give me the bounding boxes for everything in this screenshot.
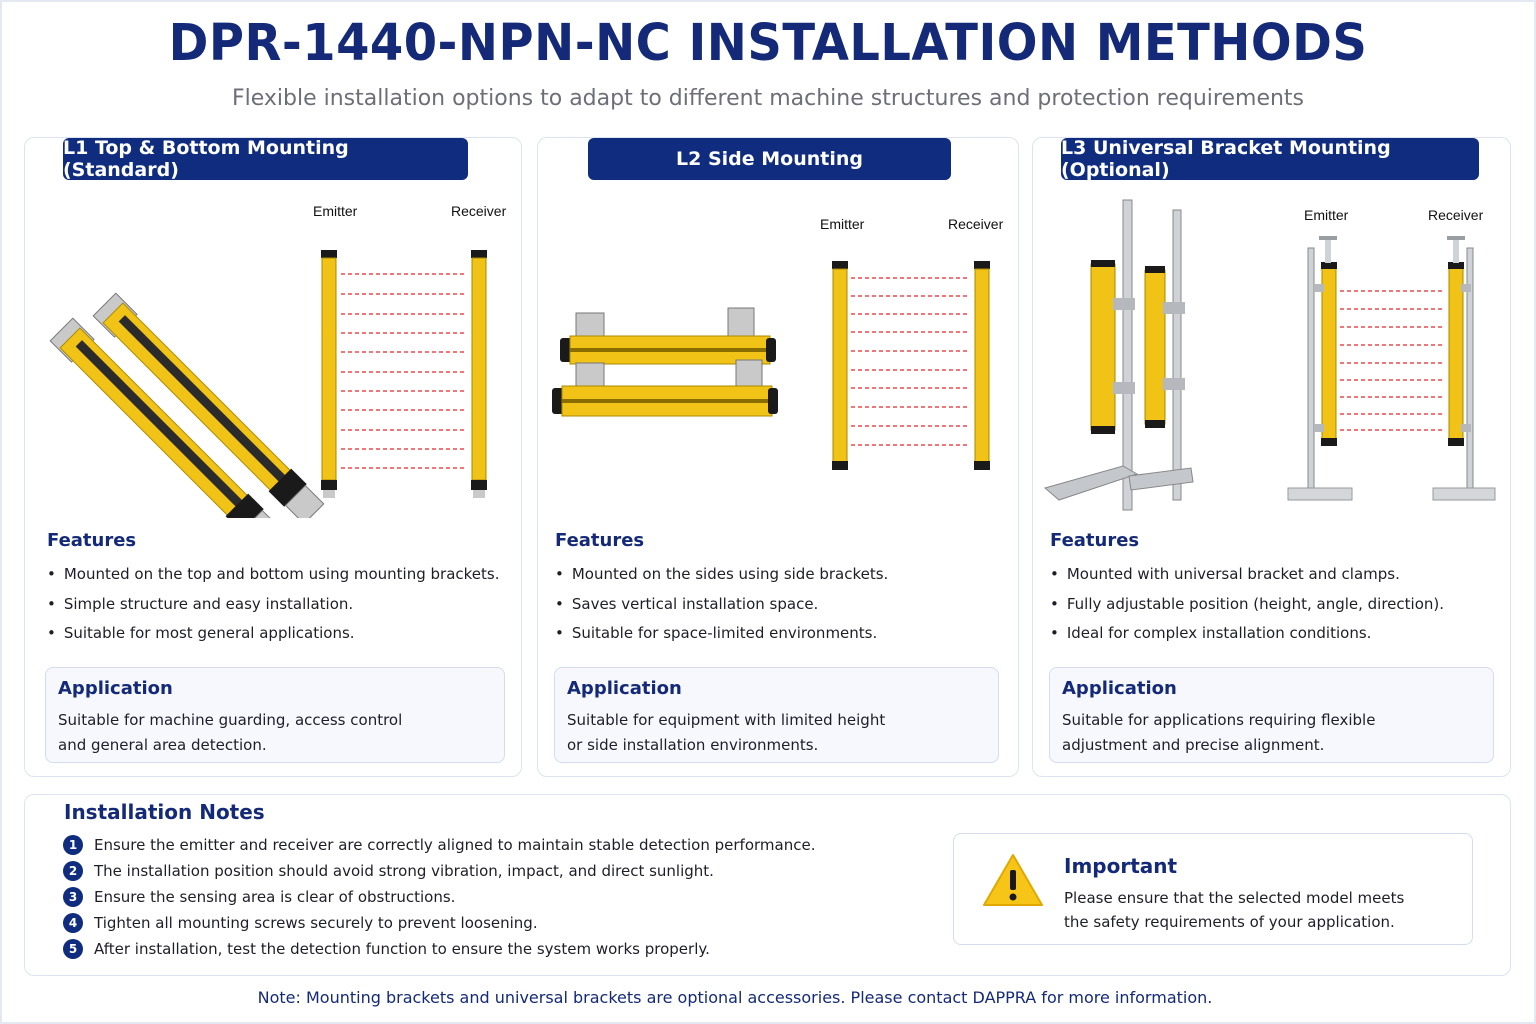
note-text: Ensure the emitter and receiver are correctly aligned to maintain stable detection performance. xyxy=(94,836,816,854)
step-number-badge: 1 xyxy=(63,835,83,855)
application-line: adjustment and precise alignment. xyxy=(1062,736,1325,754)
l3-application-text xyxy=(1062,708,1492,758)
l3-product-image xyxy=(1033,198,1512,518)
list-item xyxy=(63,832,815,858)
panel-l3-header: L3 Universal Bracket Mounting (Optional) xyxy=(1061,138,1479,180)
l1-application-title: Application xyxy=(58,678,173,699)
l1-receiver-bar xyxy=(471,250,487,498)
l3-emitter-assembly xyxy=(1288,236,1352,500)
list-item: • Suitable for space-limited environments. xyxy=(555,623,888,653)
application-line: and general area detection. xyxy=(58,736,267,754)
installation-notes-title: Installation Notes xyxy=(64,800,265,824)
panel-l2-header: L2 Side Mounting xyxy=(588,138,951,180)
l2-emitter-label: Emitter xyxy=(820,216,865,232)
list-item xyxy=(63,910,815,936)
l2-features-title: Features xyxy=(555,530,645,551)
list-item: • Simple structure and easy installation. xyxy=(47,594,500,624)
l3-receiver-label: Receiver xyxy=(1428,207,1484,223)
l1-features-list xyxy=(47,564,500,653)
l3-features-title: Features xyxy=(1050,530,1140,551)
step-number-badge: 2 xyxy=(63,861,83,881)
l1-beams xyxy=(341,274,467,468)
list-item: • Mounted with universal bracket and clamps. xyxy=(1050,564,1444,594)
l3-receiver-assembly xyxy=(1433,236,1495,500)
l2-emitter-bar xyxy=(832,261,848,470)
note-text: Ensure the sensing area is clear of obstructions. xyxy=(94,888,456,906)
list-item: • Ideal for complex installation conditions. xyxy=(1050,623,1444,653)
l1-emitter-bar xyxy=(321,250,337,498)
list-item xyxy=(63,936,815,962)
l3-bracket-assembly xyxy=(1045,200,1193,510)
list-item: • Fully adjustable position (height, angle, direction). xyxy=(1050,594,1444,624)
important-title: Important xyxy=(1064,854,1178,878)
panel-l1 xyxy=(24,137,522,777)
l1-application-text xyxy=(58,708,488,758)
step-number-badge: 4 xyxy=(63,913,83,933)
l1-emitter-label: Emitter xyxy=(313,203,358,219)
application-line: Suitable for applications requiring flexible xyxy=(1062,711,1376,729)
important-box xyxy=(953,833,1473,945)
l1-product-image xyxy=(25,198,523,518)
l2-application-box xyxy=(554,667,999,763)
application-line: or side installation environments. xyxy=(567,736,819,754)
panel-l2 xyxy=(537,137,1019,777)
l1-features-title: Features xyxy=(47,530,137,551)
list-item: • Mounted on the top and bottom using mounting brackets. xyxy=(47,564,500,594)
l3-features-list xyxy=(1050,564,1444,653)
note-text: The installation position should avoid strong vibration, impact, and direct sunlight. xyxy=(94,862,714,880)
important-line: Please ensure that the selected model meets xyxy=(1064,889,1405,907)
step-number-badge: 5 xyxy=(63,939,83,959)
l3-beams xyxy=(1340,291,1445,430)
page-subtitle: Flexible installation options to adapt to different machine structures and protection requirements xyxy=(231,86,1305,111)
list-item xyxy=(63,884,815,910)
l1-receiver-label: Receiver xyxy=(451,203,507,219)
l2-beams xyxy=(851,278,970,445)
l2-product-image xyxy=(538,198,1020,518)
installation-notes-panel xyxy=(24,794,1511,976)
l1-application-box xyxy=(45,667,505,763)
list-item: • Suitable for most general applications. xyxy=(47,623,500,653)
application-line: Suitable for machine guarding, access control xyxy=(58,711,403,729)
list-item xyxy=(63,858,815,884)
l2-horizontal-bar-top xyxy=(560,308,776,364)
important-text xyxy=(1064,886,1444,934)
list-item: • Saves vertical installation space. xyxy=(555,594,888,624)
installation-notes-list xyxy=(63,832,815,962)
l2-application-text xyxy=(567,708,997,758)
l2-horizontal-bar-bottom xyxy=(552,360,778,416)
l2-features-list xyxy=(555,564,888,653)
l2-receiver-label: Receiver xyxy=(948,216,1004,232)
panel-l1-header: L1 Top & Bottom Mounting (Standard) xyxy=(63,138,468,180)
warning-icon xyxy=(982,852,1044,908)
panel-l3 xyxy=(1032,137,1511,777)
l2-receiver-bar xyxy=(974,261,990,470)
l3-application-title: Application xyxy=(1062,678,1177,699)
l3-emitter-label: Emitter xyxy=(1304,207,1349,223)
application-line: Suitable for equipment with limited height xyxy=(567,711,886,729)
footer-note: Note: Mounting brackets and universal brackets are optional accessories. Please contact DAPPRA for more information. xyxy=(257,988,1213,1007)
important-line: the safety requirements of your application. xyxy=(1064,913,1395,931)
note-text: After installation, test the detection function to ensure the system works properly. xyxy=(94,940,710,958)
l2-application-title: Application xyxy=(567,678,682,699)
list-item: • Mounted on the sides using side brackets. xyxy=(555,564,888,594)
step-number-badge: 3 xyxy=(63,887,83,907)
note-text: Tighten all mounting screws securely to prevent loosening. xyxy=(94,914,538,932)
page-title: DPR-1440-NPN-NC INSTALLATION METHODS xyxy=(168,14,1368,73)
l3-application-box xyxy=(1049,667,1494,763)
